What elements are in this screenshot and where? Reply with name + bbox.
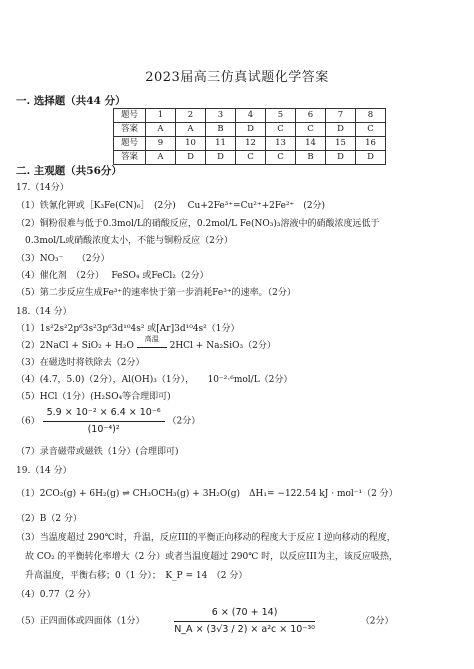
answer-table-row-label: 题号 [114,137,146,151]
q18-line-1: （1）1s²2s²2p⁶3s²3p⁶3d¹⁰4s² 或[Ar]3d¹⁰4s²（1分） [16,324,240,334]
answer-table-cell: A [146,123,176,137]
answer-table-row-label: 题号 [114,109,146,123]
answer-table-cell: D [356,151,386,165]
q19-header: 19.（14 分） [16,466,72,476]
answer-table-cell: 14 [296,137,326,151]
answer-table-cell: 6 [296,109,326,123]
section-heading-subjective: 二. 主观题（共56分） [16,165,122,177]
q17-line-6: （5）第二步反应生成Fe³⁺的速率快于第一步消耗Fe³⁺的速率。（2分） [16,288,296,298]
answer-table-cell: A [146,151,176,165]
page-title: 2023届高三仿真试题化学答案 [145,70,329,85]
answer-table-cell: C [296,123,326,137]
answer-table-cell: D [236,123,266,137]
q19-fraction [174,606,315,637]
q19-line-5-suffix: （2分） [360,616,394,627]
answer-table-cell: 1 [146,109,176,123]
answer-table [113,108,386,165]
q18-header: 18.（14 分） [16,307,72,317]
answer-table-cell: 15 [326,137,356,151]
q18-equation-left: （2）2NaCl + SiO₂ + H₂O [16,341,134,351]
q18-line-6 [16,406,200,437]
answer-table-cell: 16 [356,137,386,151]
q19-fraction-denominator: N_A × (3√3 / 2) × a²c × 10⁻³⁰ [174,624,315,635]
answer-table-cell: C [236,151,266,165]
q19-line-3a: （3）当温度超过 290℃时，升温，反应III的平衡正向移动的程度大于反应 I 逆向移动的程度， [16,533,396,543]
q17-line-3: 0.3mol/L或硝酸浓度太小，不能与铜粉反应（2分） [16,236,233,246]
q17-line-1: （1）铁氰化钾或［K₃Fe(CN)₆］ (2分) Cu+2Fe³⁺=Cu²⁺+2Fe²⁺ (2分) [16,201,326,211]
q19-line-2: （2）B（2 分） [16,514,82,524]
answer-table-cell: C [266,123,296,137]
answer-table-cell: D [326,151,356,165]
answer-table-cell: 13 [266,137,296,151]
q19-line-3b: 故 CO₂ 的平衡转化率增大（2 分）或者当温度超过 290℃ 时，以反应III为主，该反应吸热， [16,552,398,562]
q18-line-6-suffix: （2分） [167,416,201,427]
q19-line-4: （4）0.77（2 分） [16,590,96,600]
q18-line-2 [16,335,276,352]
answer-table-cell: 7 [326,109,356,123]
answer-table-cell: 11 [206,137,236,151]
reaction-condition: 高温 [144,335,159,343]
answer-table-cell: C [266,151,296,165]
answer-table-row-label: 答案 [114,151,146,165]
q18-equation-right: 2HCl + Na₂SiO₃（2分） [169,341,276,351]
q18-line-6-prefix: （6） [16,416,40,427]
q17-line-4: （3）NO₃⁻ （2分） [16,254,110,264]
q18-fraction [43,406,165,437]
answer-table-cell: B [296,151,326,165]
q18-line-7: （7）录音磁带或磁铁（1分）(合理即可) [16,447,179,457]
answer-table-cell: D [176,151,206,165]
q18-fraction-denominator: (10⁻⁴)² [87,424,120,435]
answer-table-cell: 8 [356,109,386,123]
q17-line-5: （4）催化剂 （2分） FeSO₄ 或FeCl₂（2分） [16,271,209,281]
q19-line-5-prefix: （5）正四面体或四面体（1分） [16,616,145,627]
answer-table-row-label: 答案 [114,123,146,137]
answer-table-row [114,123,386,137]
q19-line-5 [16,606,393,637]
answer-table-cell: 10 [176,137,206,151]
answer-table-cell: D [206,151,236,165]
q17-header: 17.（14分） [16,183,69,193]
answer-table-cell: 12 [236,137,266,151]
answer-table-row [114,151,386,165]
answer-table-cell: A [176,123,206,137]
q18-line-5: （5）HCl（1分）(H₂SO₄等合理即可) [16,392,171,402]
q18-fraction-numerator: 5.9 × 10⁻² × 6.4 × 10⁻⁶ [43,406,165,422]
q18-line-4: （4）(4.7，5.0)（2分），Al(OH)₃（1分）， 10⁻²·⁶mol/L（2分） [16,375,293,385]
answer-table-cell: 4 [236,109,266,123]
answer-table-row [114,137,386,151]
q19-fraction-numerator: 6 × (70 + 14) [174,606,315,622]
q19-line-1: （1）2CO₂(g) + 6H₂(g) ⇌ CH₃OCH₃(g) + 3H₂O(g) ΔH₁= −122.54 kJ · mol⁻¹（2 分） [16,489,398,499]
q18-line-3: （3）在磁选时将铁除去（2分） [16,358,145,368]
section-heading-choice: 一. 选择题（共44 分） [16,95,126,107]
answer-table-cell: 3 [206,109,236,123]
answer-table-cell: 5 [266,109,296,123]
q17-line-2: （2）铜粉很难与低于0.3mol/L的硝酸反应，0.2mol/L Fe(NO₃)₃溶液中的硝酸浓度远低于 [16,219,380,229]
answer-table-cell: D [326,123,356,137]
answer-table-cell: B [206,123,236,137]
answer-table-row [114,109,386,123]
answer-table-cell: C [356,123,386,137]
q19-line-3c: 升高温度，平衡右移；0（1 分）； K_P = 14 （2 分） [16,571,248,581]
reaction-arrow [137,335,167,348]
answer-table-cell: 2 [176,109,206,123]
answer-table-cell: 9 [146,137,176,151]
